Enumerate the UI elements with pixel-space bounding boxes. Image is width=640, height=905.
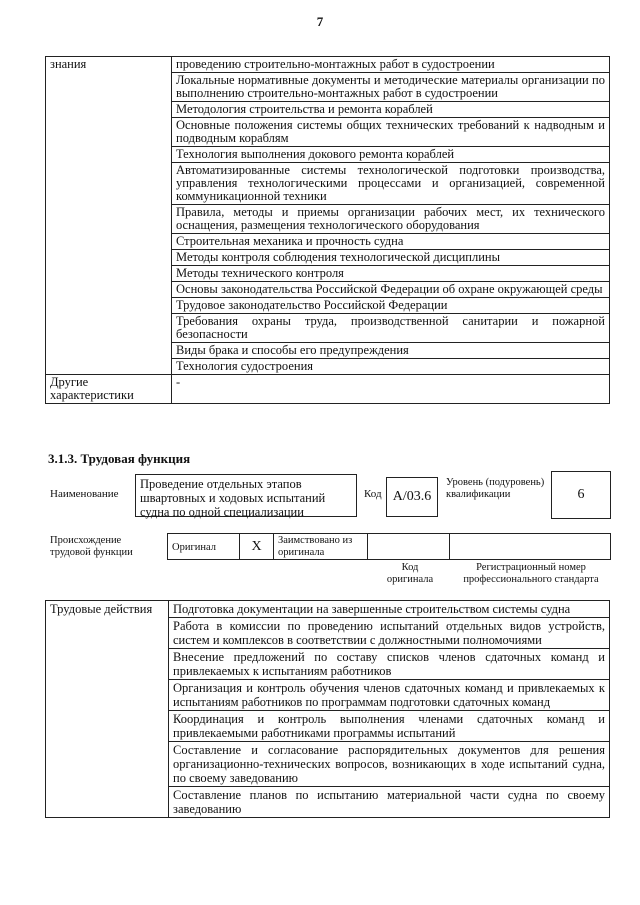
labor-action-item: Внесение предложений по составу списков членов сдаточных команд и привлекаемых к испытаниям работников bbox=[169, 649, 610, 680]
knowledge-table bbox=[45, 56, 610, 404]
name-label: Наименование bbox=[50, 488, 119, 500]
knowledge-item: Методы технического контроля bbox=[172, 266, 610, 282]
knowledge-item: Трудовое законодательство Российской Федерации bbox=[172, 298, 610, 314]
other-characteristics-label: Другие характеристики bbox=[46, 375, 172, 404]
knowledge-item: Основы законодательства Российской Федерации об охране окружающей среды bbox=[172, 282, 610, 298]
function-code-box: А/03.6 bbox=[386, 477, 438, 517]
knowledge-item: Автоматизированные системы технологической подготовки производства, управления технологическими процессами и организацией, современной коммуникационной техники bbox=[172, 163, 610, 205]
qualification-level-box: 6 bbox=[551, 471, 611, 519]
other-characteristics-value: - bbox=[172, 375, 610, 404]
knowledge-item: Строительная механика и прочность судна bbox=[172, 234, 610, 250]
function-name-box: Проведение отдельных этапов швартовных и ходовых испытаний судна по одной специализации bbox=[135, 474, 357, 517]
original-mark: X bbox=[240, 534, 274, 559]
borrowed-label: Заимствовано из оригинала bbox=[274, 534, 368, 559]
knowledge-item: Методы контроля соблюдения технологической дисциплины bbox=[172, 250, 610, 266]
knowledge-item: Локальные нормативные документы и методические материалы организации по выполнению строительно-монтажных работ в судостроении bbox=[172, 73, 610, 102]
registration-number-cell bbox=[450, 534, 610, 559]
code-label: Код bbox=[364, 488, 382, 500]
table-row bbox=[46, 57, 610, 73]
section-title: 3.1.3. Трудовая функция bbox=[48, 451, 191, 466]
labor-action-item: Работа в комиссии по проведению испытаний отдельных видов устройств, систем и комплексов в соответствии с должностными полномочиями bbox=[169, 618, 610, 649]
origin-label: Происхождение трудовой функции bbox=[50, 535, 133, 558]
labor-action-item: Подготовка документации на завершенные строительством системы судна bbox=[169, 601, 610, 618]
registration-number-caption: Регистрационный номер профессионального стандарта bbox=[463, 562, 599, 585]
original-code-cell bbox=[368, 534, 450, 559]
knowledge-label: знания bbox=[46, 57, 172, 375]
labor-action-item: Составление планов по испытанию материальной части судна по своему заведованию bbox=[169, 787, 610, 818]
knowledge-item: Технология выполнения докового ремонта кораблей bbox=[172, 147, 610, 163]
table-row bbox=[46, 601, 610, 618]
labor-actions-table bbox=[45, 600, 610, 818]
knowledge-item: Основные положения системы общих технических требований к надводным и подводным кораблям bbox=[172, 118, 610, 147]
knowledge-item: Виды брака и способы его предупреждения bbox=[172, 343, 610, 359]
knowledge-item: проведению строительно-монтажных работ в судостроении bbox=[172, 57, 610, 73]
knowledge-item: Правила, методы и приемы организации рабочих мест, их технического оснащения, размещения технологического оборудования bbox=[172, 205, 610, 234]
original-label: Оригинал bbox=[168, 534, 240, 559]
labor-action-item: Составление и согласование распорядительных документов для решения организационно-технических вопросов, возникающих в ходе испытаний судна, по своему заведованию bbox=[169, 742, 610, 787]
original-code-caption: Код оригинала bbox=[386, 562, 434, 585]
labor-action-item: Организация и контроль обучения членов сдаточных команд и привлекаемых к испытаниям работников по программам подготовки сдаточных команд bbox=[169, 680, 610, 711]
labor-actions-label: Трудовые действия bbox=[46, 601, 169, 818]
labor-action-item: Координация и контроль выполнения членами сдаточных команд и привлекаемыми работниками программы испытаний bbox=[169, 711, 610, 742]
table-row bbox=[46, 375, 610, 404]
qualification-level-label: Уровень (подуровень) квалификации bbox=[446, 477, 545, 500]
origin-row bbox=[167, 533, 611, 560]
knowledge-item: Технология судостроения bbox=[172, 359, 610, 375]
page-number: 7 bbox=[316, 14, 324, 29]
knowledge-item: Методология строительства и ремонта кораблей bbox=[172, 102, 610, 118]
knowledge-item: Требования охраны труда, производственной санитарии и пожарной безопасности bbox=[172, 314, 610, 343]
